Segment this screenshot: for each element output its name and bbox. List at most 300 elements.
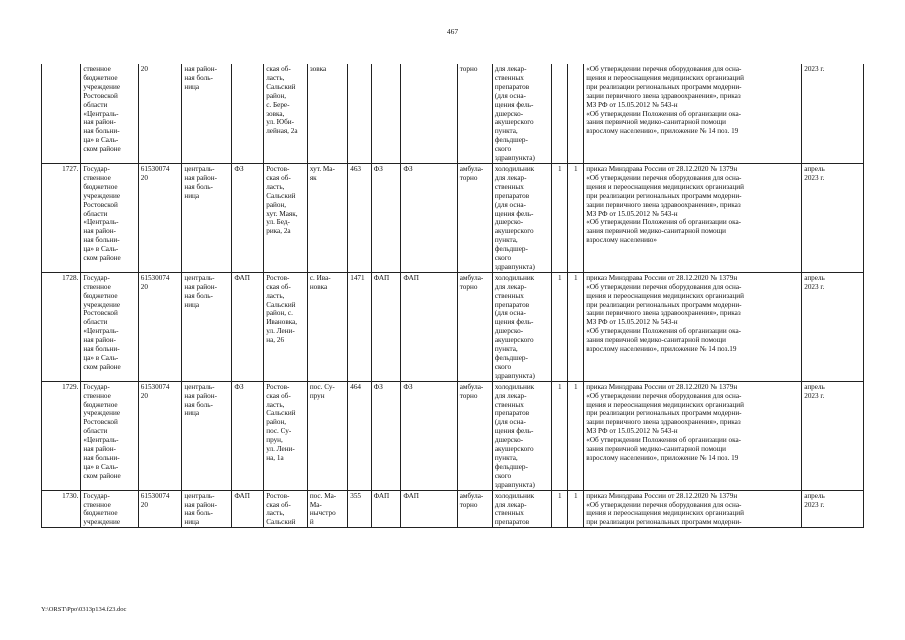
- cell-text-line: Государ-: [83, 491, 110, 500]
- cell-text-line: учреждение: [83, 82, 121, 91]
- cell-text-line: пункта,: [494, 345, 518, 354]
- cell-text-line: ФЗ: [234, 382, 244, 391]
- cell-text-line: ственных: [494, 291, 524, 300]
- cell-unit-kind: [232, 272, 264, 381]
- cell-text-line: як: [309, 173, 317, 182]
- cell-text-line: зовка,: [266, 109, 285, 118]
- cell-text-line: области: [83, 318, 108, 327]
- cell-unit-kind: [232, 490, 264, 528]
- cell-unit-kind-3: ФЗ: [401, 163, 457, 272]
- cell-care-type: [457, 272, 492, 381]
- cell-text-line: щения фель-: [494, 100, 534, 109]
- cell-text-line: «Централь-: [83, 436, 119, 445]
- cell-inn: [138, 490, 182, 528]
- cell-code: 464: [348, 381, 371, 490]
- cell-text-line: ная район-: [184, 282, 217, 291]
- cell-text-line: здравпункта): [494, 480, 535, 489]
- cell-text-line: взрослому населению»: [586, 236, 657, 245]
- cell-unit-kind-3: ФАП: [401, 490, 457, 528]
- cell-text-line: лейная, 2а: [266, 127, 298, 136]
- cell-text-line: централь-: [184, 164, 215, 173]
- cell-text-line: централь-: [184, 273, 215, 282]
- cell-text-line: ца» в Саль-: [83, 354, 119, 362]
- cell-organization: [81, 272, 138, 381]
- cell-text-line: ная район-: [184, 391, 217, 400]
- cell-quantity-2: 1: [568, 272, 584, 381]
- cell-text-line: ца» в Саль-: [83, 462, 119, 471]
- cell-text-line: ласть,: [266, 291, 285, 300]
- cell-text-line: ница: [184, 518, 200, 527]
- cell-text-line: «Об утверждении Положения об организации ока-: [586, 109, 742, 118]
- cell-text-line: ласть,: [266, 400, 285, 409]
- cell-text-line: ственное: [83, 65, 111, 73]
- cell-text-line: централь-: [184, 491, 215, 500]
- cell-text-line: Ростовской: [83, 200, 118, 209]
- cell-text-line: Ростов-: [266, 491, 290, 500]
- document-table-container: [41, 64, 864, 598]
- cell-text-line: МЗ РФ от 15.05.2012 № 543-н: [586, 209, 678, 218]
- cell-text-line: препаратов: [494, 191, 530, 200]
- cell-text-line: торно: [459, 65, 478, 73]
- cell-text-line: ная больни-: [83, 236, 120, 245]
- cell-text-line: торно: [459, 282, 478, 291]
- cell-text-line: ственных: [494, 73, 524, 82]
- cell-text-line: при реализации региональных программ модерни-: [586, 191, 742, 200]
- cell-date: [802, 64, 864, 163]
- cell-text-line: бюджетное: [83, 509, 118, 518]
- cell-quantity-1: 1: [552, 490, 568, 528]
- cell-code: 355: [348, 490, 371, 528]
- cell-text-line: зации первичного звена здравоохранения», приказ: [586, 200, 741, 209]
- cell-text-line: (для осна-: [494, 200, 526, 209]
- cell-text-line: Государ-: [83, 273, 110, 282]
- cell-text-line: ского: [494, 145, 512, 154]
- cell-text-line: 20: [140, 65, 148, 73]
- cell-text-line: пункта,: [494, 127, 518, 136]
- cell-text-line: ная боль-: [184, 509, 213, 518]
- cell-text-line: ница: [184, 191, 200, 200]
- cell-text-line: ского: [494, 471, 512, 480]
- cell-text-line: холодильник: [494, 164, 535, 173]
- cell-text-line: здравпункта): [494, 262, 535, 271]
- cell-text-line: 61530074: [140, 164, 170, 173]
- cell-text-line: апрель: [804, 164, 825, 173]
- cell-text-line: здравпункта): [494, 154, 535, 163]
- cell-text-line: холодильник: [494, 273, 535, 282]
- cell-text-line: Ростов-: [266, 273, 290, 282]
- cell-text-line: зации первичного звена здравоохранения», приказ: [586, 309, 741, 318]
- cell-text-line: Ростов-: [266, 382, 290, 391]
- cell-text-line: Ростовской: [83, 418, 118, 427]
- cell-org-type: [182, 272, 232, 381]
- cell-text-line: ФАП: [234, 273, 250, 282]
- cell-text-line: бюджетное: [83, 182, 118, 191]
- cell-address: [264, 64, 308, 163]
- cell-unit-kind: [232, 381, 264, 490]
- cell-text-line: пункта,: [494, 453, 518, 462]
- cell-text-line: области: [83, 427, 108, 436]
- cell-org-type: [182, 490, 232, 528]
- cell-care-type: [457, 163, 492, 272]
- table-row: [42, 272, 864, 381]
- cell-text-line: «Об утверждении перечня оборудования для осна-: [586, 65, 742, 73]
- cell-text-line: ласть,: [266, 182, 285, 191]
- cell-text-line: щения фель-: [494, 318, 534, 327]
- cell-text-line: «Централь-: [83, 327, 119, 336]
- cell-unit-kind-3: [401, 64, 457, 163]
- cell-org-type: [182, 381, 232, 490]
- cell-text-line: ском районе: [83, 471, 121, 480]
- table-body: [42, 64, 864, 528]
- cell-unit-kind-3: ФЗ: [401, 381, 457, 490]
- cell-text-line: приказ Минздрава России от 28.12.2020 № 1379н: [586, 382, 738, 391]
- cell-text-line: МЗ РФ от 15.05.2012 № 543-н: [586, 100, 678, 109]
- cell-text-line: ственных: [494, 400, 524, 409]
- cell-text-line: зации первичного звена здравоохранения», приказ: [586, 91, 741, 100]
- cell-text-line: 2023 г.: [804, 391, 825, 400]
- cell-text-line: Сальский: [266, 518, 296, 527]
- cell-text-line: при реализации региональных программ модерни-: [586, 300, 742, 309]
- cell-text-line: апрель: [804, 273, 825, 282]
- cell-unit-kind-2: ФЗ: [371, 163, 401, 272]
- cell-text-line: ФЗ: [234, 164, 244, 173]
- cell-text-line: фельдшер-: [494, 354, 528, 362]
- cell-text-line: Государ-: [83, 382, 110, 391]
- cell-text-line: бюджетное: [83, 73, 118, 82]
- cell-number: 1728.: [42, 272, 81, 381]
- cell-text-line: ственных: [494, 182, 524, 191]
- cell-text-line: МЗ РФ от 15.05.2012 № 543-н: [586, 427, 678, 436]
- cell-text-line: Ростов-: [266, 164, 290, 173]
- cell-text-line: щения и переоснащения медицинских организаций: [586, 291, 744, 300]
- cell-text-line: 2023 г.: [804, 65, 825, 73]
- cell-text-line: дшерско-: [494, 436, 524, 445]
- cell-text-line: учреждение: [83, 300, 121, 309]
- cell-text-line: Ма-: [309, 500, 322, 509]
- cell-text-line: препаратов: [494, 82, 530, 91]
- table-row: [42, 381, 864, 490]
- cell-text-line: (для осна-: [494, 91, 526, 100]
- cell-care-type: [457, 490, 492, 528]
- cell-text-line: рика, 2а: [266, 227, 291, 236]
- cell-text-line: при реализации региональных программ модерни-: [586, 518, 742, 527]
- cell-text-line: торно: [459, 391, 478, 400]
- cell-text-line: 20: [140, 173, 148, 182]
- cell-text-line: акушерского: [494, 336, 534, 345]
- cell-text-line: с. Ива-: [309, 273, 331, 282]
- cell-date: [802, 381, 864, 490]
- cell-unit-kind-2: ФАП: [371, 490, 401, 528]
- cell-text-line: «Об утверждении перечня оборудования для осна-: [586, 391, 742, 400]
- cell-text-line: пункта,: [494, 236, 518, 245]
- cell-text-line: на, 1а: [266, 453, 284, 462]
- cell-text-line: «Об утверждении Положения об организации ока-: [586, 327, 742, 336]
- cell-text-line: бюджетное: [83, 400, 118, 409]
- cell-text-line: (для осна-: [494, 418, 526, 427]
- cell-text-line: 2023 г.: [804, 500, 825, 509]
- cell-text-line: акушерского: [494, 227, 534, 236]
- cell-text-line: пос. Су-: [309, 382, 335, 391]
- cell-text-line: ском районе: [83, 362, 121, 371]
- cell-org-type: [182, 64, 232, 163]
- cell-text-line: зовка: [309, 65, 327, 73]
- cell-legal-basis: [584, 381, 802, 490]
- cell-text-line: «Централь-: [83, 109, 119, 118]
- cell-text-line: щения фель-: [494, 427, 534, 436]
- cell-text-line: для лекар-: [494, 391, 527, 400]
- cell-text-line: пос. Ма-: [309, 491, 337, 500]
- cell-text-line: ская об-: [266, 173, 291, 182]
- cell-text-line: Ростовской: [83, 309, 118, 318]
- cell-text-line: новка: [309, 282, 328, 291]
- cell-text-line: ница: [184, 82, 200, 91]
- cell-text-line: на, 26: [266, 336, 285, 345]
- cell-inn: [138, 381, 182, 490]
- cell-text-line: ласть,: [266, 509, 285, 518]
- cell-text-line: учреждение: [83, 409, 121, 418]
- cell-text-line: 61530074: [140, 491, 170, 500]
- cell-text-line: «Об утверждении перечня оборудования для осна-: [586, 173, 742, 182]
- cell-locality: [307, 490, 347, 528]
- cell-equipment: [492, 163, 552, 272]
- cell-text-line: щения и переоснащения медицинских организаций: [586, 73, 744, 82]
- cell-text-line: ул. Юби-: [266, 118, 294, 127]
- cell-text-line: ском районе: [83, 145, 121, 154]
- cell-code: 463: [348, 163, 371, 272]
- cell-quantity-1: [552, 64, 568, 163]
- cell-text-line: хут. Маяк,: [266, 209, 298, 218]
- cell-text-line: для лекар-: [494, 282, 527, 291]
- cell-text-line: «Централь-: [83, 218, 119, 227]
- cell-text-line: ная район-: [83, 227, 116, 236]
- cell-text-line: ная больни-: [83, 127, 120, 136]
- cell-text-line: амбула-: [459, 273, 484, 282]
- cell-legal-basis: [584, 272, 802, 381]
- cell-text-line: зания первичной медико-санитарной помощи: [586, 445, 726, 454]
- cell-text-line: хут. Ма-: [309, 164, 335, 173]
- cell-text-line: при реализации региональных программ модерни-: [586, 409, 742, 418]
- cell-text-line: амбула-: [459, 491, 484, 500]
- cell-text-line: ная боль-: [184, 400, 213, 409]
- cell-text-line: ная район-: [184, 65, 217, 73]
- cell-text-line: ул. Лени-: [266, 445, 295, 454]
- cell-inn: [138, 64, 182, 163]
- cell-text-line: ная больни-: [83, 453, 120, 462]
- cell-organization: [81, 490, 138, 528]
- cell-text-line: учреждение: [83, 518, 121, 527]
- cell-text-line: пос. Су-: [266, 427, 292, 436]
- cell-text-line: МЗ РФ от 15.05.2012 № 543-н: [586, 318, 678, 327]
- cell-text-line: здравпункта): [494, 371, 535, 380]
- cell-text-line: зания первичной медико-санитарной помощи: [586, 336, 726, 345]
- cell-text-line: ФАП: [234, 491, 250, 500]
- cell-text-line: ласть,: [266, 73, 285, 82]
- cell-date: [802, 272, 864, 381]
- cell-text-line: для лекар-: [494, 500, 527, 509]
- cell-quantity-2: 1: [568, 381, 584, 490]
- cell-text-line: апрель: [804, 491, 825, 500]
- cell-text-line: 20: [140, 500, 148, 509]
- cell-org-type: [182, 163, 232, 272]
- cell-code: 1471: [348, 272, 371, 381]
- cell-text-line: торно: [459, 173, 478, 182]
- cell-text-line: бюджетное: [83, 291, 118, 300]
- cell-text-line: 61530074: [140, 273, 170, 282]
- cell-text-line: ская об-: [266, 500, 291, 509]
- cell-unit-kind: [232, 64, 264, 163]
- cell-text-line: 20: [140, 391, 148, 400]
- cell-text-line: ная район-: [184, 500, 217, 509]
- cell-quantity-2: 1: [568, 163, 584, 272]
- cell-text-line: ная больни-: [83, 345, 120, 354]
- cell-text-line: области: [83, 100, 108, 109]
- cell-text-line: щения фель-: [494, 209, 534, 218]
- cell-text-line: Сальский: [266, 300, 296, 309]
- cell-care-type: [457, 381, 492, 490]
- cell-text-line: Ростовской: [83, 91, 118, 100]
- cell-text-line: ского: [494, 254, 512, 263]
- cell-quantity-2: [568, 64, 584, 163]
- cell-unit-kind: [232, 163, 264, 272]
- cell-text-line: апрель: [804, 382, 825, 391]
- cell-locality: [307, 381, 347, 490]
- cell-text-line: ная боль-: [184, 182, 213, 191]
- table-row: [42, 163, 864, 272]
- table-row: [42, 490, 864, 528]
- cell-text-line: 2023 г.: [804, 173, 825, 182]
- cell-text-line: щения и переоснащения медицинских организаций: [586, 182, 744, 191]
- cell-text-line: ственное: [83, 391, 111, 400]
- cell-text-line: амбула-: [459, 164, 484, 173]
- equipment-table: [41, 64, 864, 528]
- cell-text-line: ском районе: [83, 254, 121, 263]
- cell-inn: [138, 163, 182, 272]
- cell-text-line: области: [83, 209, 108, 218]
- cell-unit-kind-3: ФАП: [401, 272, 457, 381]
- cell-text-line: 20: [140, 282, 148, 291]
- cell-text-line: ная боль-: [184, 291, 213, 300]
- cell-text-line: Ивановка,: [266, 318, 298, 327]
- page-number: 467: [446, 27, 459, 36]
- cell-text-line: ница: [184, 300, 200, 309]
- cell-code: [348, 64, 371, 163]
- cell-text-line: ная район-: [83, 445, 116, 454]
- cell-quantity-2: 1: [568, 490, 584, 528]
- cell-text-line: взрослому населению», приложение № 14 поз. 19: [586, 453, 739, 462]
- cell-text-line: препаратов: [494, 409, 530, 418]
- cell-legal-basis: [584, 163, 802, 272]
- cell-text-line: ная район-: [83, 336, 116, 345]
- cell-text-line: «Об утверждении Положения об организации ока-: [586, 436, 742, 445]
- cell-text-line: прун,: [266, 436, 283, 445]
- cell-text-line: приказ Минздрава России от 28.12.2020 № 1379н: [586, 491, 738, 500]
- cell-text-line: ственных: [494, 509, 524, 518]
- cell-organization: [81, 64, 138, 163]
- cell-text-line: 2023 г.: [804, 282, 825, 291]
- cell-text-line: холодильник: [494, 491, 535, 500]
- cell-text-line: «Об утверждении перечня оборудования для осна-: [586, 500, 742, 509]
- cell-text-line: приказ Минздрава России от 28.12.2020 № 1379н: [586, 273, 738, 282]
- cell-text-line: щения и переоснащения медицинских организаций: [586, 509, 744, 518]
- cell-text-line: 61530074: [140, 382, 170, 391]
- cell-text-line: амбула-: [459, 382, 484, 391]
- cell-text-line: ственное: [83, 282, 111, 291]
- cell-text-line: ная район-: [184, 173, 217, 182]
- cell-locality: [307, 64, 347, 163]
- cell-legal-basis: [584, 64, 802, 163]
- cell-unit-kind-2: ФАП: [371, 272, 401, 381]
- cell-text-line: зания первичной медико-санитарной помощи: [586, 227, 726, 236]
- cell-text-line: препаратов: [494, 518, 530, 527]
- cell-text-line: дшерско-: [494, 218, 524, 227]
- cell-text-line: ственное: [83, 500, 111, 509]
- cell-text-line: фельдшер-: [494, 245, 528, 254]
- cell-legal-basis: [584, 490, 802, 528]
- cell-text-line: Сальский: [266, 82, 296, 91]
- cell-text-line: Сальский: [266, 191, 296, 200]
- cell-locality: [307, 163, 347, 272]
- cell-quantity-1: 1: [552, 381, 568, 490]
- cell-locality: [307, 272, 347, 381]
- cell-text-line: для лекар-: [494, 65, 527, 73]
- cell-text-line: фельдшер-: [494, 462, 528, 471]
- cell-text-line: й: [309, 518, 314, 527]
- cell-equipment: [492, 272, 552, 381]
- cell-text-line: (для осна-: [494, 309, 526, 318]
- cell-number: 1730.: [42, 490, 81, 528]
- cell-equipment: [492, 64, 552, 163]
- table-row: [42, 64, 864, 163]
- cell-equipment: [492, 381, 552, 490]
- cell-text-line: район,: [266, 418, 287, 427]
- cell-text-line: взрослому населению», приложение № 14 поз.19: [586, 345, 737, 354]
- cell-inn: [138, 272, 182, 381]
- cell-text-line: для лекар-: [494, 173, 527, 182]
- cell-care-type: [457, 64, 492, 163]
- cell-text-line: район, с.: [266, 309, 293, 318]
- cell-text-line: взрослому населению», приложение № 14 поз. 19: [586, 127, 739, 136]
- cell-equipment: [492, 490, 552, 528]
- cell-text-line: нычстро: [309, 509, 336, 518]
- cell-text-line: «Об утверждении перечня оборудования для осна-: [586, 282, 742, 291]
- cell-text-line: препаратов: [494, 300, 530, 309]
- cell-text-line: район,: [266, 91, 287, 100]
- cell-text-line: ул. Лени-: [266, 327, 295, 336]
- cell-text-line: ственное: [83, 173, 111, 182]
- cell-address: [264, 163, 308, 272]
- cell-text-line: дшерско-: [494, 327, 524, 336]
- cell-text-line: ская об-: [266, 391, 291, 400]
- cell-date: [802, 490, 864, 528]
- cell-text-line: ца» в Саль-: [83, 245, 119, 254]
- cell-text-line: приказ Минздрава России от 28.12.2020 № 1379н: [586, 164, 738, 173]
- cell-text-line: район,: [266, 200, 287, 209]
- cell-text-line: ул. Бед-: [266, 218, 290, 227]
- cell-text-line: акушерского: [494, 445, 534, 454]
- cell-number: 1729.: [42, 381, 81, 490]
- cell-text-line: зания первичной медико-санитарной помощи: [586, 118, 726, 127]
- cell-text-line: ского: [494, 362, 512, 371]
- cell-text-line: фельдшер-: [494, 136, 528, 145]
- cell-organization: [81, 381, 138, 490]
- cell-text-line: ная район-: [83, 118, 116, 127]
- cell-text-line: «Об утверждении Положения об организации ока-: [586, 218, 742, 227]
- cell-organization: [81, 163, 138, 272]
- cell-text-line: ская об-: [266, 282, 291, 291]
- cell-text-line: ная боль-: [184, 73, 213, 82]
- cell-address: [264, 490, 308, 528]
- cell-unit-kind-2: ФЗ: [371, 381, 401, 490]
